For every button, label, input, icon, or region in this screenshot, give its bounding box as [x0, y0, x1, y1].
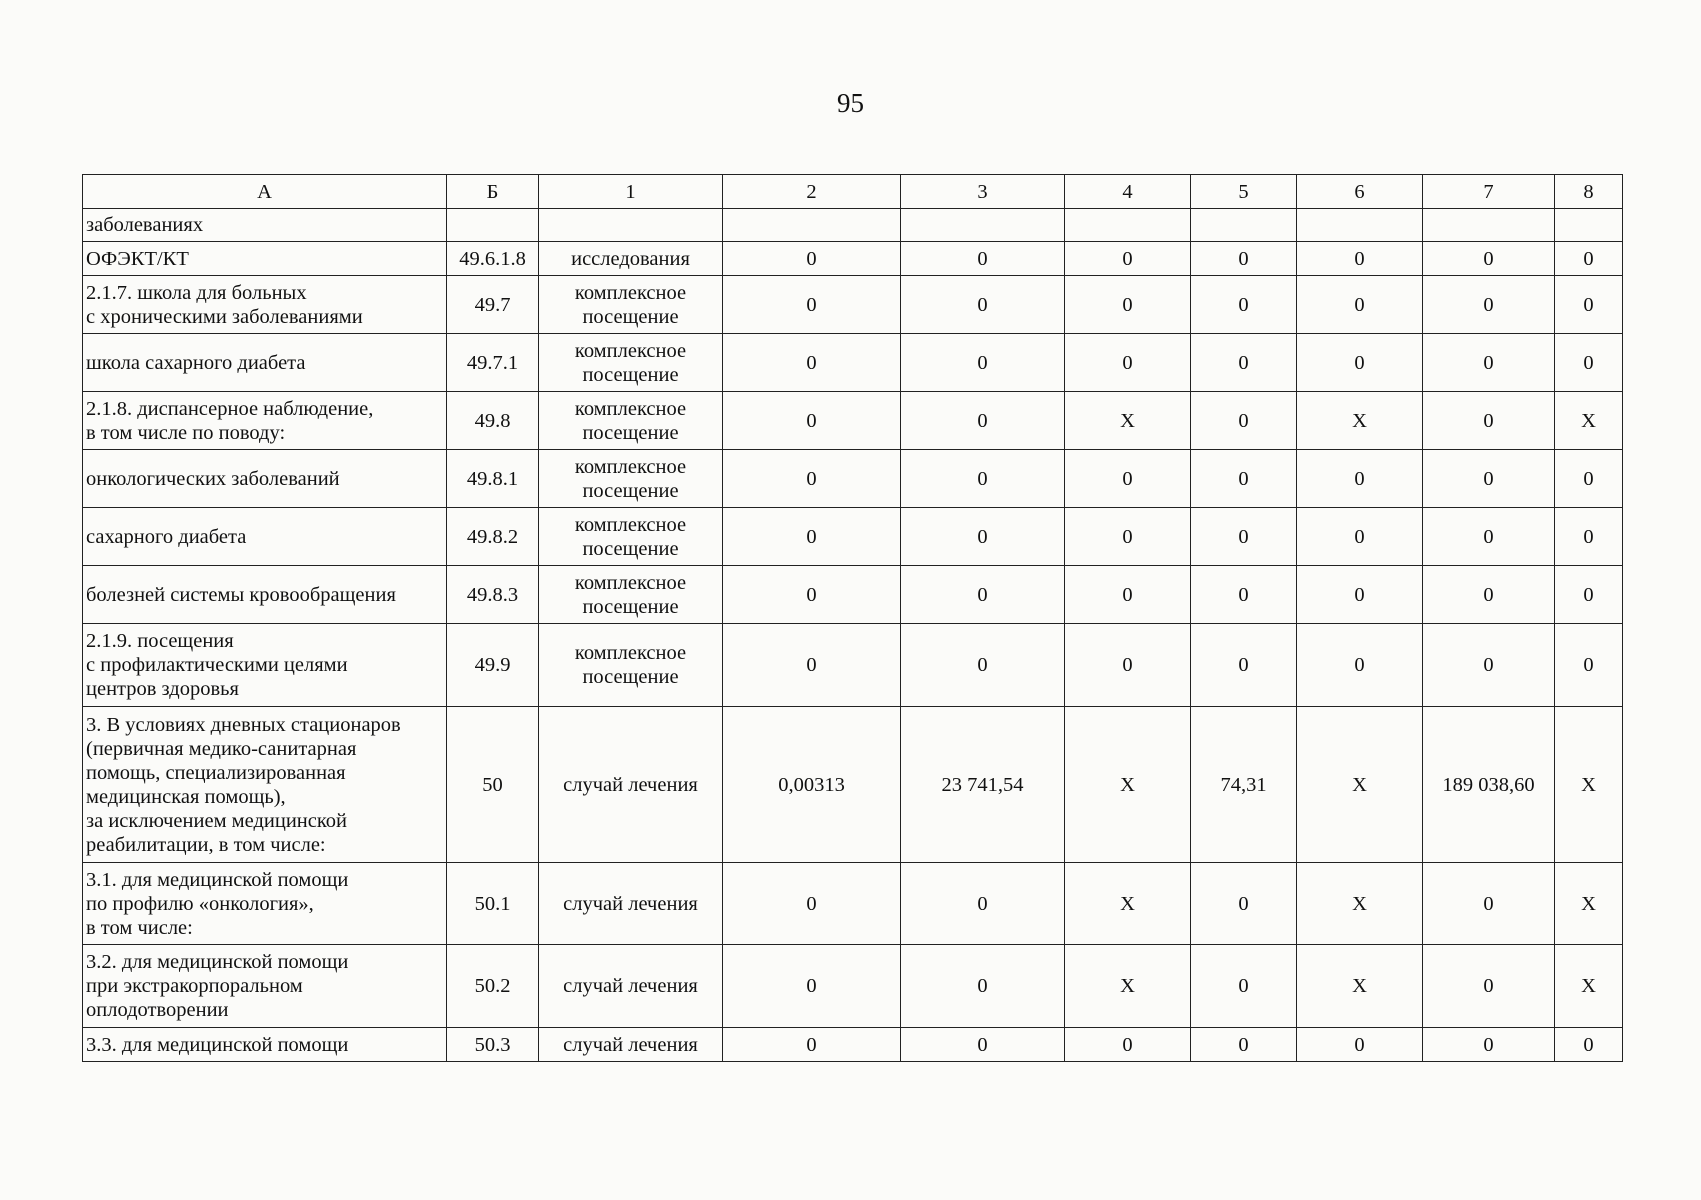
header-col-a: А — [83, 175, 447, 209]
cell-col-5: 0 — [1191, 242, 1297, 276]
cell-col-5: 0 — [1191, 276, 1297, 334]
cell-unit: комплексное посещение — [539, 508, 723, 566]
cell-col-2 — [723, 209, 901, 242]
table-row — [83, 242, 1623, 276]
cell-name: школа сахарного диабета — [83, 334, 447, 392]
cell-col-8: X — [1555, 707, 1623, 863]
header-col-2: 2 — [723, 175, 901, 209]
table-row — [83, 334, 1623, 392]
cell-unit: случай лечения — [539, 707, 723, 863]
cell-col-6: X — [1297, 863, 1423, 945]
cell-col-2: 0 — [723, 450, 901, 508]
cell-col-8: X — [1555, 392, 1623, 450]
cell-col-4 — [1065, 209, 1191, 242]
cell-name: 2.1.8. диспансерное наблюдение, в том числе по поводу: — [83, 392, 447, 450]
cell-col-8: 0 — [1555, 242, 1623, 276]
cell-col-3: 0 — [901, 392, 1065, 450]
cell-col-2: 0 — [723, 863, 901, 945]
cell-col-3: 0 — [901, 450, 1065, 508]
cell-col-5: 74,31 — [1191, 707, 1297, 863]
cell-unit: комплексное посещение — [539, 392, 723, 450]
cell-name: 3.1. для медицинской помощи по профилю «онкология», в том числе: — [83, 863, 447, 945]
cell-col-4: 0 — [1065, 242, 1191, 276]
table-row — [83, 945, 1623, 1028]
cell-col-7: 0 — [1423, 508, 1555, 566]
cell-col-3: 0 — [901, 508, 1065, 566]
table-row — [83, 1028, 1623, 1062]
cell-col-6: 0 — [1297, 334, 1423, 392]
cell-col-2: 0 — [723, 276, 901, 334]
cell-col-4: 0 — [1065, 1028, 1191, 1062]
cell-col-4: 0 — [1065, 276, 1191, 334]
cell-col-3: 0 — [901, 276, 1065, 334]
cell-col-6: 0 — [1297, 450, 1423, 508]
cell-col-4: X — [1065, 392, 1191, 450]
header-col-7: 7 — [1423, 175, 1555, 209]
cell-col-3: 0 — [901, 624, 1065, 707]
cell-col-4: X — [1065, 945, 1191, 1028]
header-col-b: Б — [447, 175, 539, 209]
cell-col-6: 0 — [1297, 566, 1423, 624]
cell-col-2: 0 — [723, 624, 901, 707]
cell-col-8: 0 — [1555, 276, 1623, 334]
cell-col-5 — [1191, 209, 1297, 242]
table-row — [83, 863, 1623, 945]
cell-code: 49.8 — [447, 392, 539, 450]
data-table — [82, 174, 1623, 1062]
header-col-4: 4 — [1065, 175, 1191, 209]
cell-name: 3. В условиях дневных стационаров (первичная медико-санитарная помощь, специализированная медицинская помощь), за исключением медицинской реабилитации, в том числе: — [83, 707, 447, 863]
table-row — [83, 508, 1623, 566]
cell-name: болезней системы кровообращения — [83, 566, 447, 624]
table-body — [83, 209, 1623, 1062]
cell-code: 49.8.2 — [447, 508, 539, 566]
cell-col-3: 23 741,54 — [901, 707, 1065, 863]
cell-col-2: 0 — [723, 945, 901, 1028]
cell-unit: комплексное посещение — [539, 566, 723, 624]
cell-col-2: 0,00313 — [723, 707, 901, 863]
cell-col-5: 0 — [1191, 566, 1297, 624]
table-row — [83, 392, 1623, 450]
cell-col-8: 0 — [1555, 624, 1623, 707]
cell-code: 50.1 — [447, 863, 539, 945]
cell-col-8: X — [1555, 945, 1623, 1028]
cell-col-6: 0 — [1297, 242, 1423, 276]
cell-col-7: 0 — [1423, 566, 1555, 624]
cell-col-4: 0 — [1065, 450, 1191, 508]
table-row — [83, 209, 1623, 242]
cell-col-4: X — [1065, 863, 1191, 945]
cell-col-2: 0 — [723, 242, 901, 276]
cell-name: заболеваниях — [83, 209, 447, 242]
cell-col-2: 0 — [723, 1028, 901, 1062]
cell-name: 3.2. для медицинской помощи при экстракорпоральном оплодотворении — [83, 945, 447, 1028]
cell-code: 50.3 — [447, 1028, 539, 1062]
cell-col-4: 0 — [1065, 624, 1191, 707]
cell-col-4: X — [1065, 707, 1191, 863]
cell-col-7: 189 038,60 — [1423, 707, 1555, 863]
header-col-3: 3 — [901, 175, 1065, 209]
cell-col-7: 0 — [1423, 392, 1555, 450]
cell-col-8: 0 — [1555, 334, 1623, 392]
table-header-row — [83, 175, 1623, 209]
cell-col-5: 0 — [1191, 1028, 1297, 1062]
table-row — [83, 624, 1623, 707]
cell-col-7: 0 — [1423, 863, 1555, 945]
cell-col-7: 0 — [1423, 334, 1555, 392]
cell-col-2: 0 — [723, 508, 901, 566]
cell-col-4: 0 — [1065, 334, 1191, 392]
cell-col-5: 0 — [1191, 450, 1297, 508]
cell-unit — [539, 209, 723, 242]
table-row — [83, 707, 1623, 863]
cell-unit: комплексное посещение — [539, 624, 723, 707]
cell-col-5: 0 — [1191, 508, 1297, 566]
cell-col-8: X — [1555, 863, 1623, 945]
table-row — [83, 450, 1623, 508]
cell-col-6: X — [1297, 392, 1423, 450]
cell-col-3: 0 — [901, 334, 1065, 392]
cell-name: ОФЭКТ/КТ — [83, 242, 447, 276]
cell-col-8: 0 — [1555, 508, 1623, 566]
cell-col-2: 0 — [723, 392, 901, 450]
cell-col-3: 0 — [901, 566, 1065, 624]
cell-name: 2.1.7. школа для больных с хроническими заболеваниями — [83, 276, 447, 334]
cell-col-8: 0 — [1555, 450, 1623, 508]
cell-name: онкологических заболеваний — [83, 450, 447, 508]
cell-code: 50 — [447, 707, 539, 863]
cell-col-5: 0 — [1191, 392, 1297, 450]
cell-col-7: 0 — [1423, 624, 1555, 707]
cell-col-6: X — [1297, 945, 1423, 1028]
cell-col-8 — [1555, 209, 1623, 242]
header-col-6: 6 — [1297, 175, 1423, 209]
cell-code: 49.8.1 — [447, 450, 539, 508]
cell-col-5: 0 — [1191, 334, 1297, 392]
cell-col-6: 0 — [1297, 508, 1423, 566]
cell-col-5: 0 — [1191, 624, 1297, 707]
cell-col-5: 0 — [1191, 945, 1297, 1028]
table-row — [83, 566, 1623, 624]
cell-unit: комплексное посещение — [539, 276, 723, 334]
cell-col-3: 0 — [901, 863, 1065, 945]
header-col-8: 8 — [1555, 175, 1623, 209]
cell-code: 49.6.1.8 — [447, 242, 539, 276]
cell-col-6: 0 — [1297, 624, 1423, 707]
cell-col-4: 0 — [1065, 566, 1191, 624]
cell-col-8: 0 — [1555, 1028, 1623, 1062]
cell-col-3: 0 — [901, 242, 1065, 276]
cell-col-7: 0 — [1423, 242, 1555, 276]
cell-col-6 — [1297, 209, 1423, 242]
cell-code: 49.9 — [447, 624, 539, 707]
cell-col-7: 0 — [1423, 276, 1555, 334]
cell-code — [447, 209, 539, 242]
cell-code: 49.8.3 — [447, 566, 539, 624]
cell-unit: исследования — [539, 242, 723, 276]
cell-col-6: X — [1297, 707, 1423, 863]
cell-code: 50.2 — [447, 945, 539, 1028]
cell-unit: комплексное посещение — [539, 450, 723, 508]
cell-name: сахарного диабета — [83, 508, 447, 566]
cell-col-2: 0 — [723, 334, 901, 392]
cell-col-7: 0 — [1423, 450, 1555, 508]
cell-col-7: 0 — [1423, 945, 1555, 1028]
table-row — [83, 276, 1623, 334]
cell-name: 3.3. для медицинской помощи — [83, 1028, 447, 1062]
cell-name: 2.1.9. посещения с профилактическими целями центров здоровья — [83, 624, 447, 707]
cell-col-7: 0 — [1423, 1028, 1555, 1062]
cell-col-3: 0 — [901, 945, 1065, 1028]
cell-col-3: 0 — [901, 1028, 1065, 1062]
cell-col-2: 0 — [723, 566, 901, 624]
cell-unit: случай лечения — [539, 1028, 723, 1062]
cell-unit: комплексное посещение — [539, 334, 723, 392]
cell-col-5: 0 — [1191, 863, 1297, 945]
header-col-1: 1 — [539, 175, 723, 209]
cell-col-8: 0 — [1555, 566, 1623, 624]
header-col-5: 5 — [1191, 175, 1297, 209]
page-number: 95 — [837, 88, 864, 118]
cell-unit: случай лечения — [539, 863, 723, 945]
cell-unit: случай лечения — [539, 945, 723, 1028]
cell-code: 49.7 — [447, 276, 539, 334]
cell-col-7 — [1423, 209, 1555, 242]
cell-col-6: 0 — [1297, 1028, 1423, 1062]
cell-code: 49.7.1 — [447, 334, 539, 392]
cell-col-3 — [901, 209, 1065, 242]
cell-col-4: 0 — [1065, 508, 1191, 566]
cell-col-6: 0 — [1297, 276, 1423, 334]
